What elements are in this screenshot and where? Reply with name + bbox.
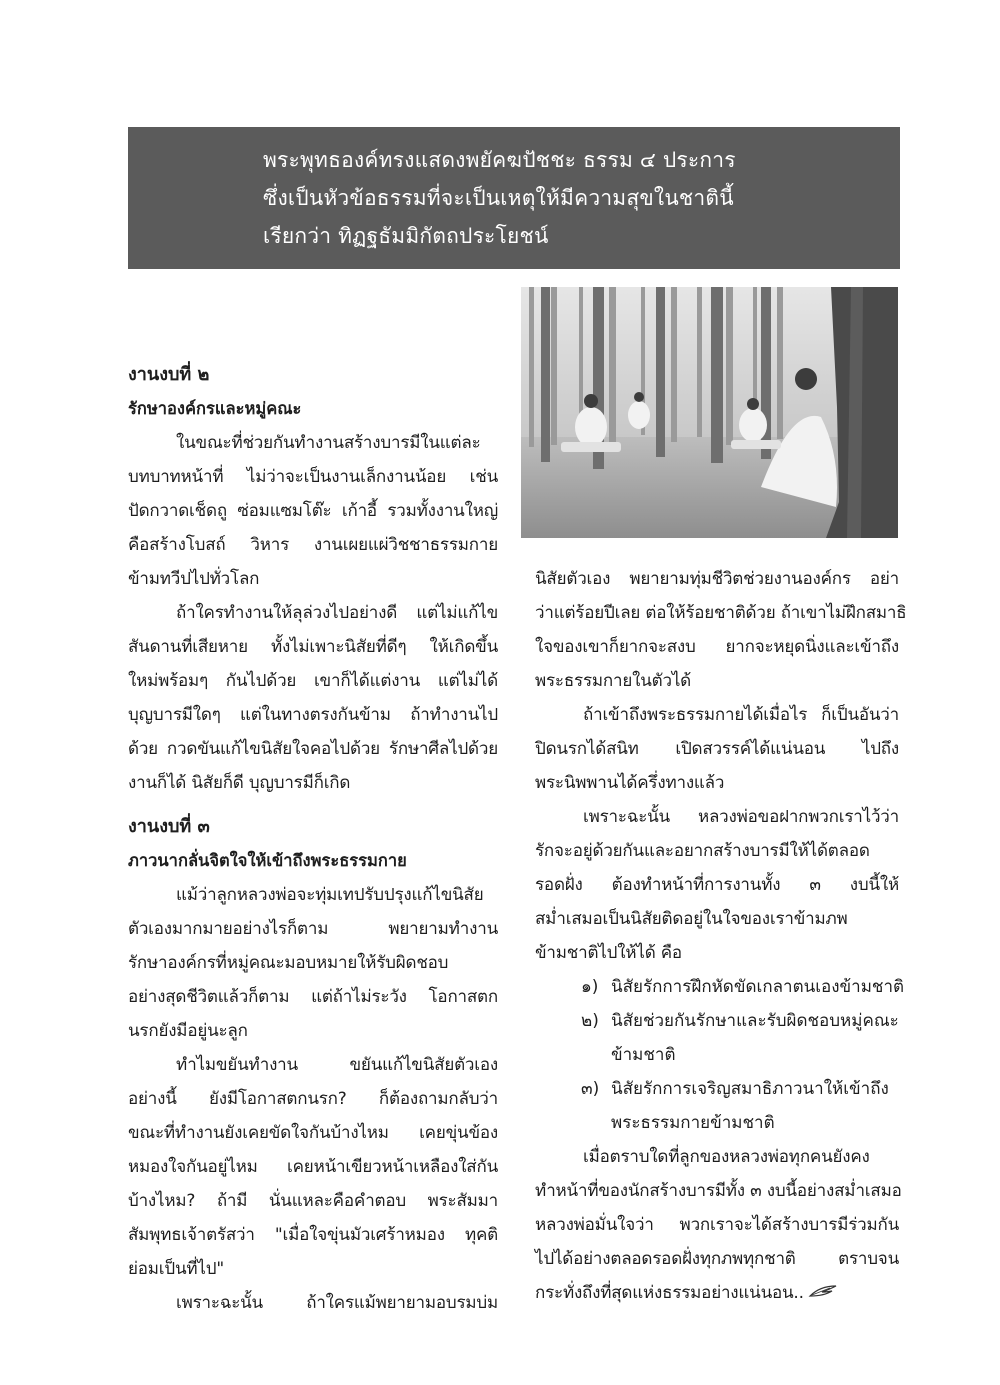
section-2-heading: งานงบที่ ๒ [128,364,210,385]
habit-list [535,970,905,1140]
text-line: ขณะที่ทำงานยังเคยขัดใจกันบ้างไหม เคยขุ่นข้อง [128,1123,498,1143]
text-line: สันดานที่เสียหาย ทั้งไม่เพาะนิสัยที่ดีๆ ให้เกิดขึ้น [128,637,498,657]
text-line: ด้วย กวดขันแก้ไขนิสัยใจคอไปด้วย รักษาศีลไปด้วย [128,739,498,759]
text-line: งานก็ได้ นิสัยก็ดี บุญบารมีก็เกิด [128,773,351,793]
text-line: บุญบารมีใดๆ แต่ในทางตรงกันข้าม ถ้าทำงานไป [128,705,498,725]
text-line: ตัวเองมากมายอย่างไรก็ตาม พยายามทำงาน [128,919,498,939]
section-3-subheading: ภาวนากลั่นจิตใจให้เข้าถึงพระธรรมกาย [128,851,407,870]
section-2-paragraph-2 [128,596,498,800]
text-line: ใหม่พร้อมๆ กันไปด้วย เขาก็ได้แต่งาน แต่ไม่ได้ [128,671,498,691]
text-line: ทำไมขยันทำงาน ขยันแก้ไขนิสัยตัวเอง [176,1055,498,1075]
header-banner [128,127,900,269]
list-item [535,1004,899,1038]
banner-line-1: พระพุทธองค์ทรงแสดงพยัคฆปัชชะ ธรรม ๔ ประการ [263,148,736,172]
section-3-paragraph-2 [128,1048,498,1286]
right-paragraph-2 [535,698,899,800]
section-2-subheading: รักษาองค์กรและหมู่คณะ [128,399,302,418]
text-line: พระนิพพานได้ครึ่งทางแล้ว [535,773,725,793]
text-line: ปิดนรกได้สนิท เปิดสวรรค์ได้แน่นอน ไปถึง [535,739,899,759]
right-column [535,562,907,1310]
text-line: นรกยังมีอยู่นะลูก [128,1021,248,1041]
list-item-continuation: พระธรรมกายข้ามชาติ [611,1113,775,1133]
text-line: เพราะฉะนั้น ถ้าใครแม้พยายามอบรมบ่ม [176,1293,498,1313]
text-line: อย่างนี้ ยังมีโอกาสตกนรก? ก็ต้องถามกลับว่า [128,1089,498,1109]
text-line: นิสัยตัวเอง พยายามทุ่มชีวิตช่วยงานองค์กร อย่า [535,569,899,589]
section-3-heading: งานงบที่ ๓ [128,816,210,837]
banner-line-3: เรียกว่า ทิฏฐธัมมิกัตถประโยชน์ [263,224,549,248]
text-line: ย่อมเป็นที่ไป" [128,1259,224,1279]
text-line: สม่ำเสมอเป็นนิสัยติดอยู่ในใจของเราข้ามภพ [535,909,848,929]
text-line-last [535,1276,899,1310]
text-line: ไปได้อย่างตลอดรอดฝั่งทุกภพทุกชาติ ตราบจน [535,1249,899,1269]
list-item [535,970,905,1004]
meditation-forest-photo [521,287,898,538]
list-text: นิสัยช่วยกันรักษาและรับผิดชอบหมู่คณะ [611,1011,899,1031]
text-line: บทบาทหน้าที่ ไม่ว่าจะเป็นงานเล็กงานน้อย เช่น [128,467,498,487]
text-line: ปัดกวาดเช็ดถู ซ่อมแซมโต๊ะ เก้าอี้ รวมทั้งงานใหญ่ [128,501,498,521]
text-line: รอดฝั่ง ต้องทำหน้าที่การงานทั้ง ๓ งบนี้ให้ [535,875,899,895]
text-line: ข้ามทวีปไปทั่วโลก [128,569,260,589]
list-text: นิสัยรักการเจริญสมาธิภาวนาให้เข้าถึง [611,1079,889,1099]
list-number: ๑) [581,977,599,997]
feather-end-mark-icon [808,1276,838,1310]
banner-line-2: ซึ่งเป็นหัวข้อธรรมที่จะเป็นเหตุให้มีความสุขในชาตินี้ [263,186,734,210]
right-paragraph-3 [535,800,899,970]
text-line: ว่าแต่ร้อยปีเลย ต่อให้ร้อยชาติด้วย ถ้าเขาไม่ฝึกสมาธิ [535,603,907,623]
text-line: ถ้าใครทำงานให้ลุล่วงไปอย่างดี แต่ไม่แก้ไข [176,603,498,623]
text-line: ทำหน้าที่ของนักสร้างบารมีทั้ง ๓ งบนี้อย่างสม่ำเสมอ [535,1181,902,1201]
list-item-continuation: ข้ามชาติ [611,1045,676,1065]
text-line: ใจของเขาก็ยากจะสงบ ยากจะหยุดนิ่งและเข้าถึง [535,637,899,657]
section-3-paragraph-3 [128,1286,498,1320]
list-number: ๒) [581,1011,599,1031]
list-item [535,1072,899,1106]
text-line: หลวงพ่อมั่นใจว่า พวกเราจะได้สร้างบารมีร่วมกัน [535,1215,899,1235]
text-line: เพราะฉะนั้น หลวงพ่อขอฝากพวกเราไว้ว่า [583,807,899,827]
text-line: คือสร้างโบสถ์ วิหาร งานเผยแผ่วิชชาธรรมกาย [128,535,498,555]
text-line: บ้างไหม? ถ้ามี นั่นแหละคือคำตอบ พระสัมมา [128,1191,498,1211]
text-line: แม้ว่าลูกหลวงพ่อจะทุ่มเทปรับปรุงแก้ไขนิสัย [176,885,484,905]
text-line: รักจะอยู่ด้วยกันและอยากสร้างบารมีให้ได้ตลอด [535,841,870,861]
closing-text: กระทั่งถึงที่สุดแห่งธรรมอย่างแน่นอน.. [535,1283,804,1303]
meditation-in-pine-forest-photo [521,287,898,538]
right-paragraph-1 [535,562,907,698]
text-line: อย่างสุดชีวิตแล้วก็ตาม แต่ถ้าไม่ระวัง โอกาสตก [128,987,498,1007]
text-line: พระธรรมกายในตัวได้ [535,671,692,691]
text-line: เมื่อตราบใดที่ลูกของหลวงพ่อทุกคนยังคง [583,1147,870,1167]
section-3-paragraph-1 [128,878,498,1048]
text-line: ถ้าเข้าถึงพระธรรมกายได้เมื่อไร ก็เป็นอันว่า [583,705,899,725]
text-line: สัมพุทธเจ้าตรัสว่า "เมื่อใจขุ่นมัวเศร้าหมอง ทุคติ [128,1225,498,1245]
text-line: ในขณะที่ช่วยกันทำงานสร้างบารมีในแต่ละ [176,433,481,453]
list-number: ๓) [581,1079,600,1099]
section-2-paragraph-1 [128,426,498,596]
left-column [128,358,498,1320]
list-text: นิสัยรักการฝึกหัดขัดเกลาตนเองข้ามชาติ [611,977,905,997]
right-paragraph-4 [535,1140,902,1310]
text-line: ข้ามชาติไปให้ได้ คือ [535,943,682,963]
text-line: หมองใจกันอยู่ไหม เคยหน้าเขียวหน้าเหลืองใส่กัน [128,1157,498,1177]
text-line: รักษาองค์กรที่หมู่คณะมอบหมายให้รับผิดชอบ [128,953,449,973]
